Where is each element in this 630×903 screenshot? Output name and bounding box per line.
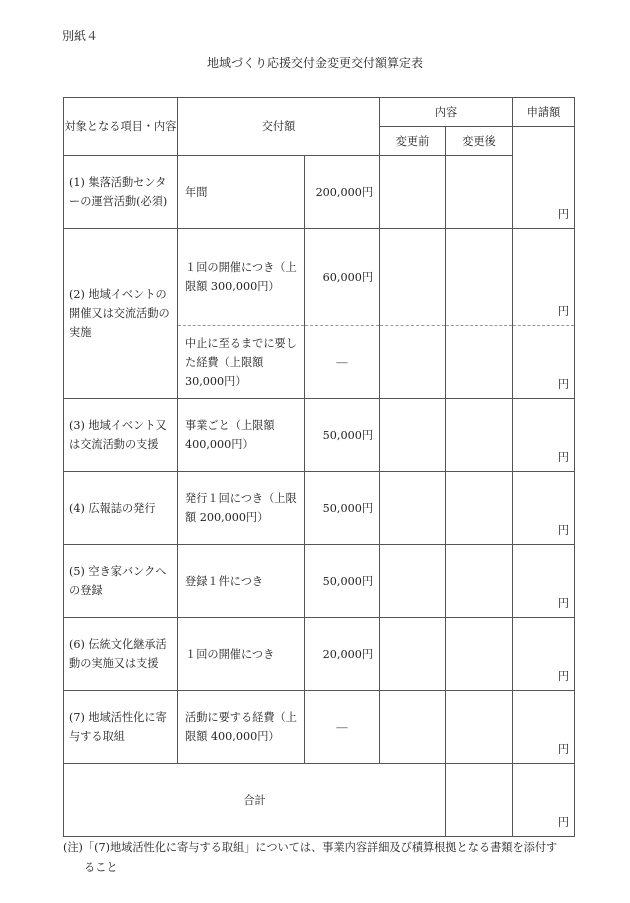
table-row xyxy=(64,618,575,691)
after-cell[interactable] xyxy=(446,399,513,472)
amount-dash: ― xyxy=(305,691,380,764)
header-applied: 申請額 xyxy=(513,98,575,127)
table-row xyxy=(64,156,575,229)
item-cell: (6) 伝統文化継承活動の実施又は支援 xyxy=(64,618,178,691)
item-cell: (4) 広報誌の発行 xyxy=(64,472,178,545)
amount-cell: 50,000円 xyxy=(305,472,380,545)
before-cell[interactable] xyxy=(380,229,446,326)
table-row xyxy=(64,691,575,764)
desc-cell: １回の開催につき（上限額 300,000円） xyxy=(178,229,305,326)
desc-cell: 発行１回につき（上限額 200,000円） xyxy=(178,472,305,545)
header-item: 対象となる項目・内容 xyxy=(64,98,178,156)
item-cell: (5) 空き家バンクへの登録 xyxy=(64,545,178,618)
item-cell: (2) 地域イベントの開催又は交流活動の実施 xyxy=(64,229,178,399)
after-cell[interactable] xyxy=(446,618,513,691)
table-row xyxy=(64,545,575,618)
applied-cell[interactable]: 円 xyxy=(513,127,575,229)
after-cell[interactable] xyxy=(446,156,513,229)
footnote-line2: ること xyxy=(84,861,118,874)
total-applied-cell[interactable]: 円 xyxy=(513,764,575,837)
before-cell[interactable] xyxy=(380,691,446,764)
desc-cell: 中止に至るまでに要した経費（上限額 30,000円） xyxy=(178,326,305,399)
amount-cell: 20,000円 xyxy=(305,618,380,691)
table-row xyxy=(64,472,575,545)
amount-cell: 200,000円 xyxy=(305,156,380,229)
table-row xyxy=(64,229,575,326)
total-label: 合計 xyxy=(64,764,446,837)
desc-cell: １回の開催につき xyxy=(178,618,305,691)
header-row xyxy=(64,98,575,127)
desc-cell: 登録１件につき xyxy=(178,545,305,618)
item-cell: (1) 集落活動センターの運営活動(必須) xyxy=(64,156,178,229)
footnote xyxy=(63,838,583,878)
header-before: 変更前 xyxy=(380,127,446,156)
header-after: 変更後 xyxy=(446,127,513,156)
before-cell[interactable] xyxy=(380,399,446,472)
desc-cell: 年間 xyxy=(178,156,305,229)
attachment-label: 別紙４ xyxy=(62,29,99,43)
after-cell[interactable] xyxy=(446,545,513,618)
after-cell[interactable] xyxy=(446,229,513,326)
calculation-table xyxy=(63,97,575,837)
page-title: 地域づくり応援交付金変更交付額算定表 xyxy=(206,56,423,70)
desc-cell: 事業ごと（上限額 400,000円） xyxy=(178,399,305,472)
desc-cell: 活動に要する経費（上限額 400,000円） xyxy=(178,691,305,764)
footnote-line1: (注)「(7)地域活性化に寄与する取組」については、事業内容詳細及び積算根拠となる書類を添付す xyxy=(63,841,558,854)
header-amount: 交付額 xyxy=(178,98,380,156)
before-cell[interactable] xyxy=(380,472,446,545)
before-cell[interactable] xyxy=(380,156,446,229)
table-row xyxy=(64,399,575,472)
item-cell: (3) 地域イベント又は交流活動の支援 xyxy=(64,399,178,472)
total-row xyxy=(64,764,575,837)
header-contents: 内容 xyxy=(380,98,513,127)
after-cell[interactable] xyxy=(446,326,513,399)
applied-cell[interactable]: 円 xyxy=(513,618,575,691)
before-cell[interactable] xyxy=(380,618,446,691)
before-cell[interactable] xyxy=(380,326,446,399)
applied-cell[interactable]: 円 xyxy=(513,399,575,472)
item-cell: (7) 地域活性化に寄与する取組 xyxy=(64,691,178,764)
applied-cell[interactable]: 円 xyxy=(513,691,575,764)
before-cell[interactable] xyxy=(380,545,446,618)
amount-cell: 60,000円 xyxy=(305,229,380,326)
applied-cell[interactable]: 円 xyxy=(513,326,575,399)
amount-cell: 50,000円 xyxy=(305,545,380,618)
amount-cell: 50,000円 xyxy=(305,399,380,472)
applied-cell[interactable]: 円 xyxy=(513,472,575,545)
applied-cell[interactable]: 円 xyxy=(513,545,575,618)
total-after-cell[interactable] xyxy=(446,764,513,837)
amount-dash: ― xyxy=(305,326,380,399)
applied-cell[interactable]: 円 xyxy=(513,229,575,326)
after-cell[interactable] xyxy=(446,472,513,545)
after-cell[interactable] xyxy=(446,691,513,764)
